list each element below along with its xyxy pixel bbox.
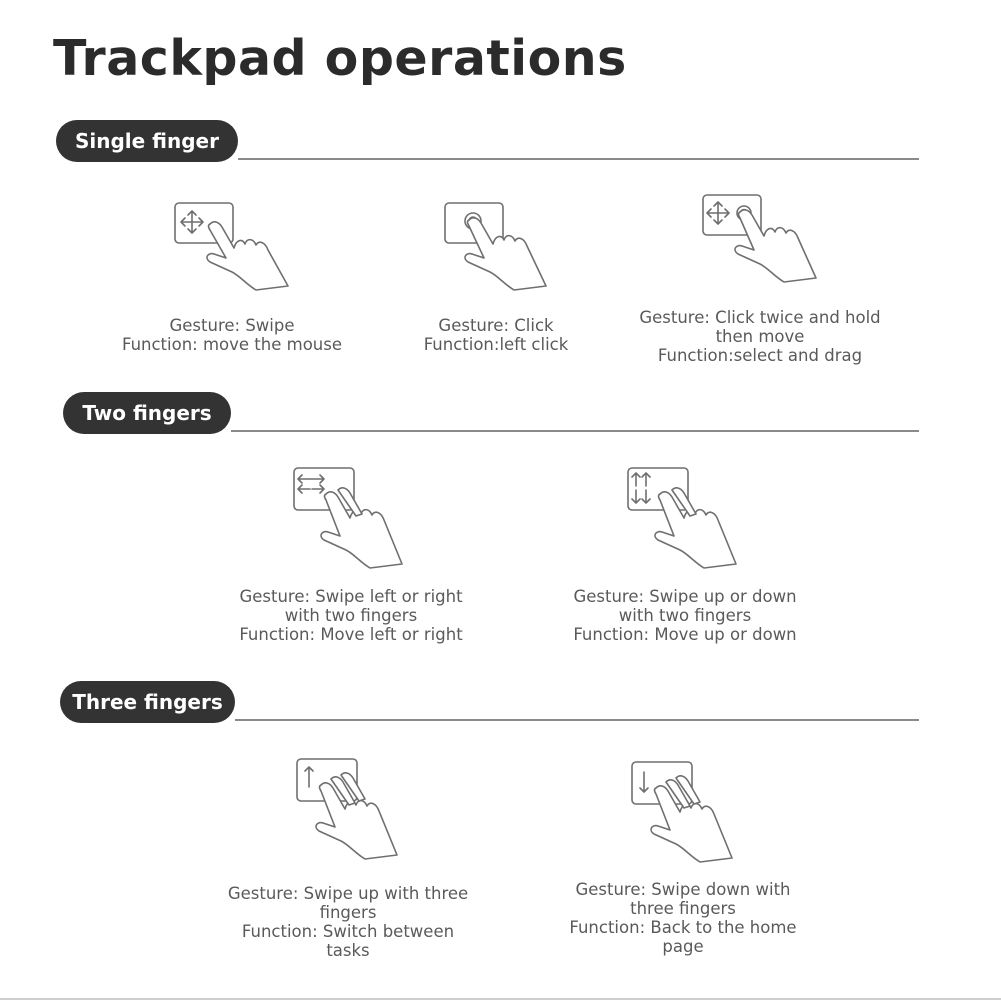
section-divider <box>235 719 919 721</box>
two-finger-left-right-icon <box>290 464 420 574</box>
gesture-text-line1: Gesture: Click twice and hold <box>639 308 881 327</box>
three-finger-up-icon <box>293 755 413 865</box>
gesture-text-line2: three fingers <box>630 899 736 918</box>
gesture-text-line1: Gesture: Swipe up with three <box>227 884 469 903</box>
three-finger-down-icon <box>628 758 748 868</box>
function-text-line1: Function: Switch between <box>241 922 455 941</box>
gesture-text-line1: Gesture: Swipe left or right <box>239 587 463 606</box>
gesture-text: Gesture: Swipe <box>169 316 295 335</box>
function-text: Function:left click <box>423 335 569 354</box>
function-text: Function:select and drag <box>657 346 863 365</box>
function-text: Function: Move left or right <box>239 625 463 644</box>
function-text-line2: page <box>662 937 704 956</box>
trackpad-drag-icon <box>698 190 828 285</box>
section-divider <box>231 430 919 432</box>
trackpad-click-icon <box>440 198 570 293</box>
two-finger-up-down-icon <box>624 464 754 574</box>
gesture-text-line2: then move <box>715 327 805 346</box>
bottom-divider <box>0 998 1001 1000</box>
gesture-text-line2: fingers <box>319 903 377 922</box>
section-label-two: Two fingers <box>63 392 231 434</box>
gesture-text-line1: Gesture: Swipe up or down <box>573 587 797 606</box>
trackpad-swipe-icon <box>170 198 300 293</box>
gesture-text-line2: with two fingers <box>618 606 752 625</box>
section-two-fingers <box>0 392 1001 438</box>
gesture-text-line2: with two fingers <box>284 606 418 625</box>
section-divider <box>238 158 919 160</box>
gesture-text-line1: Gesture: Swipe down with <box>575 880 791 899</box>
function-text: Function: Move up or down <box>573 625 797 644</box>
section-single-finger <box>0 120 1001 166</box>
function-text-line1: Function: Back to the home <box>569 918 797 937</box>
function-text-line2: tasks <box>326 941 370 960</box>
function-text: Function: move the mouse <box>121 335 342 354</box>
page-title: Trackpad operations <box>53 30 627 87</box>
section-three-fingers <box>0 681 1001 727</box>
gesture-text: Gesture: Click <box>438 316 554 335</box>
section-label-three: Three fingers <box>60 681 235 723</box>
section-label-single: Single finger <box>56 120 238 162</box>
